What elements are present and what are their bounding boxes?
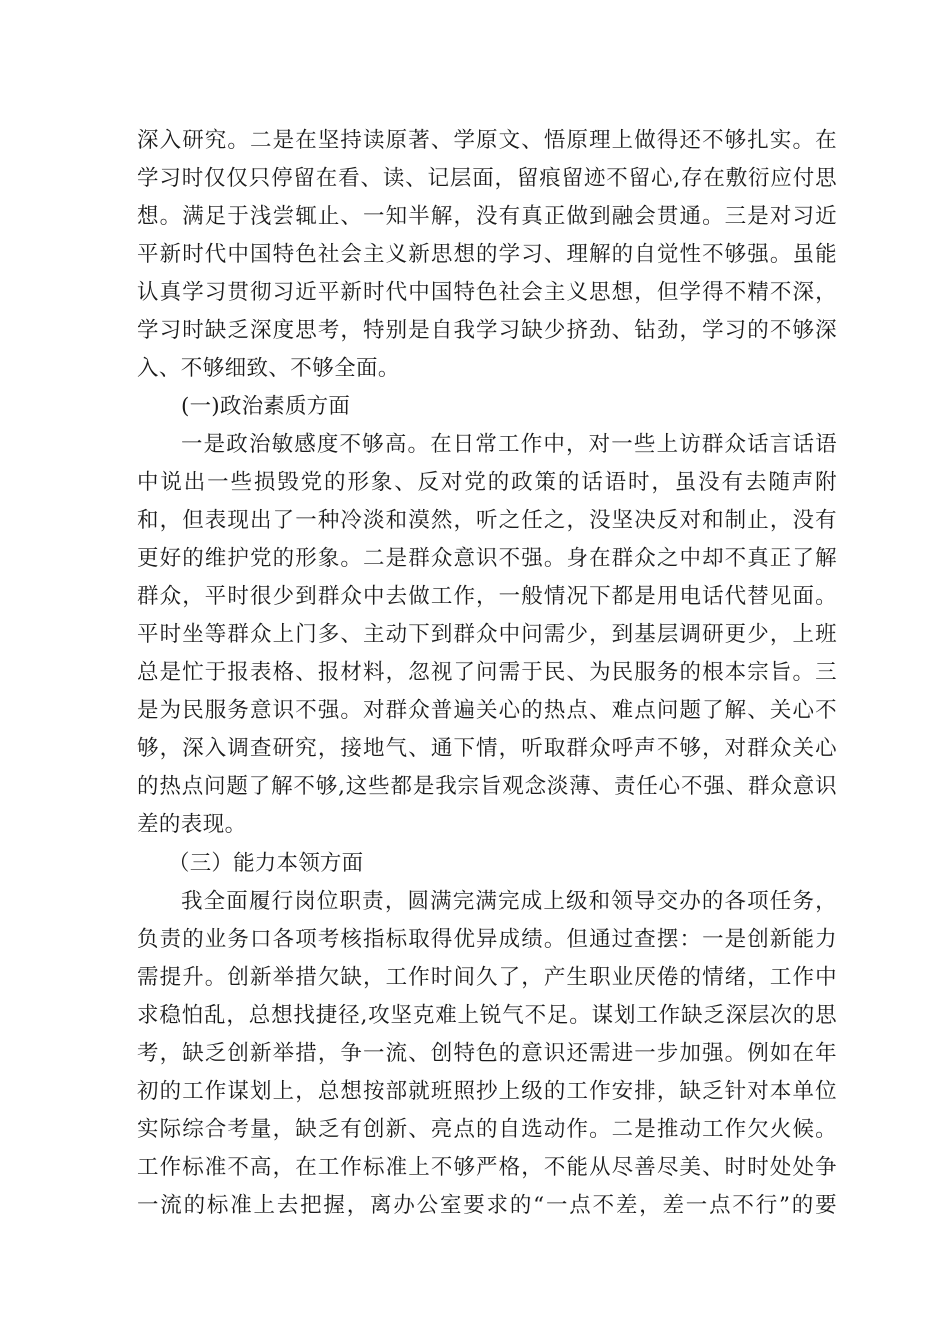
body-line: 我全面履行岗位职责，圆满完满完成上级和领导交办的各项任务， [181,889,837,914]
body-line: 是为民服务意识不强。对群众普遍关心的热点、难点问题了解、关心不 [137,698,837,723]
body-line: 的热点问题了解不够,这些都是我宗旨观念淡薄、责任心不强、群众意识 [137,774,837,799]
body-line: 平时坐等群众上门多、主动下到群众中问需少，到基层调研更少，上班 [137,622,837,647]
body-line: 想。满足于浅尝辄止、一知半解，没有真正做到融会贯通。三是对习近 [137,204,837,229]
body-line: 深入研究。二是在坚持读原著、学原文、悟原理上做得还不够扎实。在 [137,128,837,153]
body-line: 差的表现。 [137,812,247,837]
body-line: 学习时仅仅只停留在看、读、记层面，留痕留迹不留心,存在敷衍应付思 [137,166,837,191]
body-line: 中说出一些损毁党的形象、反对党的政策的话语时，虽没有去随声附 [137,470,837,495]
section-heading: （三）能力本领方面 [168,851,364,876]
body-line: 学习时缺乏深度思考，特别是自我学习缺少挤劲、钻劲，学习的不够深 [137,318,837,343]
body-line: 群众，平时很少到群众中去做工作，一般情况下都是用电话代替见面。 [137,584,837,609]
body-line: 初的工作谋划上，总想按部就班照抄上级的工作安排，缺乏针对本单位 [137,1079,837,1104]
body-line: 总是忙于报表格、报材料，忽视了问需于民、为民服务的根本宗旨。三 [137,660,837,685]
body-line: 求稳怕乱，总想找捷径,攻坚克难上锐气不足。谋划工作缺乏深层次的思 [137,1003,837,1028]
body-line: 需提升。创新举措欠缺，工作时间久了，产生职业厌倦的情绪，工作中 [137,965,837,990]
body-line: 负责的业务口各项考核指标取得优异成绩。但通过查摆：一是创新能力 [137,927,837,952]
body-line: 更好的维护党的形象。二是群众意识不强。身在群众之中却不真正了解 [137,546,837,571]
body-line: 一流的标准上去把握，离办公室要求的“一点不差，差一点不行”的要 [137,1193,837,1218]
body-line: 考，缺乏创新举措，争一流、创特色的意识还需进一步加强。例如在年 [137,1041,837,1066]
body-line: 实际综合考量，缺乏有创新、亮点的自选动作。二是推动工作欠火候。 [137,1117,837,1142]
section-heading: (一)政治素质方面 [181,394,351,419]
body-line: 认真学习贯彻习近平新时代中国特色社会主义思想，但学得不精不深， [137,280,837,305]
body-line: 平新时代中国特色社会主义新思想的学习、理解的自觉性不够强。虽能 [137,242,837,267]
body-line: 一是政治敏感度不够高。在日常工作中，对一些上访群众话言话语 [181,432,837,457]
body-line: 和，但表现出了一种冷淡和漠然，听之任之，没坚决反对和制止，没有 [137,508,837,533]
body-line: 入、不够细致、不够全面。 [137,356,400,381]
body-line: 工作标准不高，在工作标准上不够严格，不能从尽善尽美、时时处处争 [137,1155,837,1180]
body-line: 够，深入调查研究，接地气、通下情，听取群众呼声不够，对群众关心 [137,736,837,761]
